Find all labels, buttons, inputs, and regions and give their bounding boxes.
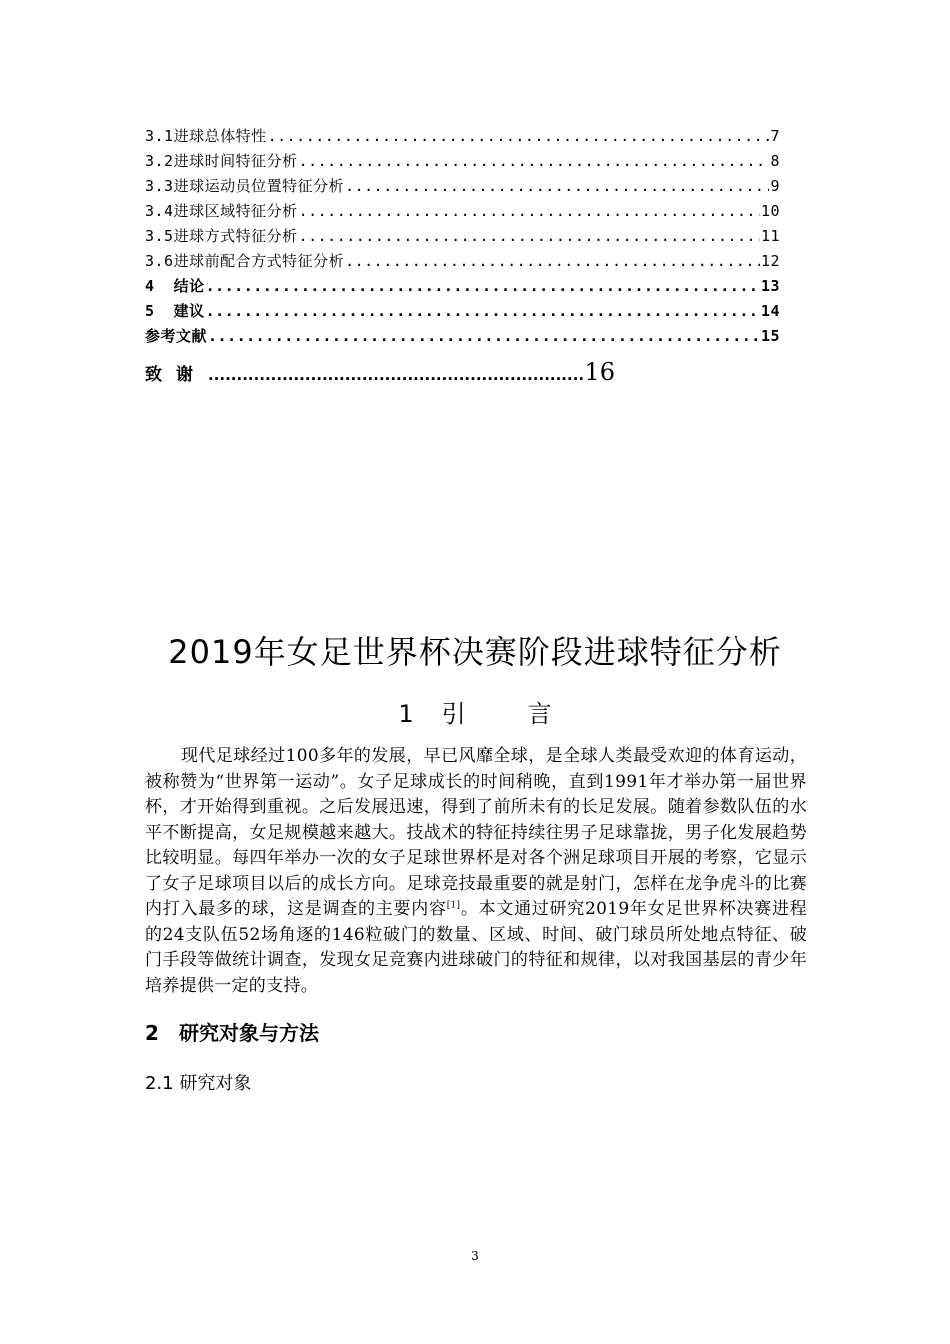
toc-entry-references[interactable] [145,324,780,349]
toc-entry-suggestions[interactable] [145,299,780,324]
toc-entry[interactable] [145,224,780,249]
document-title: 2019年女足世界杯决赛阶段进球特征分析 [168,633,782,671]
section-number: 2 [145,1021,159,1045]
section-title: 研究对象与方法 [179,1021,319,1045]
toc-entry-label: 4 结论 [145,277,205,295]
toc-leader-dots [345,249,760,274]
toc-entry-page: 13 [760,277,780,295]
toc-leader-dots [208,324,760,349]
toc-entry-page: 10 [760,202,780,220]
toc-entry-page: 12 [760,252,780,270]
toc-entry-page: 9 [770,177,780,195]
section-heading-introduction [0,694,950,729]
toc-leader-dots [206,274,760,299]
toc-entry-label: 3.2进球时间特征分析 [145,152,298,170]
toc-entry[interactable] [145,199,780,224]
toc-entry-acknowledgement[interactable] [145,358,615,386]
toc-leader-dots [345,174,769,199]
section-heading [145,1017,319,1046]
toc-leader-dots [299,199,760,224]
toc-leader-dots [206,299,760,324]
toc-entry-label: 参考文献 [145,327,208,345]
toc-entry-page: 15 [760,327,780,345]
toc-entry-page: 8 [770,152,780,170]
toc-entry-label: 3.5进球方式特征分析 [145,227,298,245]
toc-entry-conclusion[interactable] [145,274,780,299]
subsection-heading: 2.1 研究对象 [145,1073,252,1094]
toc-entry-label: 致谢 [145,365,207,385]
toc-entry-label: 3.6进球前配合方式特征分析 [145,252,345,270]
toc-entry-label: 3.3进球运动员位置特征分析 [145,177,345,195]
toc-leader-dots [268,124,770,149]
toc-entry-page: 16 [584,358,615,386]
toc-entry-page: 11 [760,227,780,245]
toc-entry-label: 5 建议 [145,302,205,320]
toc-entry[interactable] [145,149,780,174]
heading-char: 言 [527,700,552,728]
toc-leader-dots [208,366,583,384]
toc-entry[interactable] [145,174,780,199]
introduction-paragraph [145,744,807,999]
table-of-contents [145,124,780,349]
paragraph-text: 现代足球经过100多年的发展，早已风靡全球，是全球人类最受欢迎的体育运动，被称赞为“世界第一运动”。女子足球成长的时间稍晚，直到1991年才举办第一届世界杯，才开始得到重视。之后发展迅速，得到了前所未有的长足发展。随着参数队伍的水平不断提高，女足规模越来越大。技战术的特征持续往男子足球靠拢，男子化发展趋势比较明显。每四年举办一次的女子足球世界杯是对各个洲足球项目开展的考察，它显示了女子足球项目以后的成长方向。足球竞技最重要的就是射门，怎样在龙争虎斗的比赛内打入最多的球，这是调查的主要内容 [145,746,807,919]
toc-entry-label: 3.4进球区域特征分析 [145,202,298,220]
section-number: 1 [398,700,414,728]
page-number: 3 [471,1249,479,1263]
toc-entry-page: 14 [760,302,780,320]
paragraph-text: 。本文通过研究2019年女足世界杯决赛进程的24支队伍52场角逐的146粒破门的数量、区域、时间、破门球员所处地点特征、破门手段等做统计调查，发现女足竞赛内进球破门的特征和规律，以对我国基层的青少年培养提供一定的支持。 [145,899,807,996]
citation-ref[interactable]: [1] [446,900,461,911]
toc-entry-label: 3.1进球总体特性 [145,127,267,145]
toc-entry[interactable] [145,124,780,149]
toc-entry-page: 7 [770,127,780,145]
toc-leader-dots [299,149,770,174]
heading-char: 引 [441,700,466,728]
toc-leader-dots [299,224,760,249]
toc-entry[interactable] [145,249,780,274]
